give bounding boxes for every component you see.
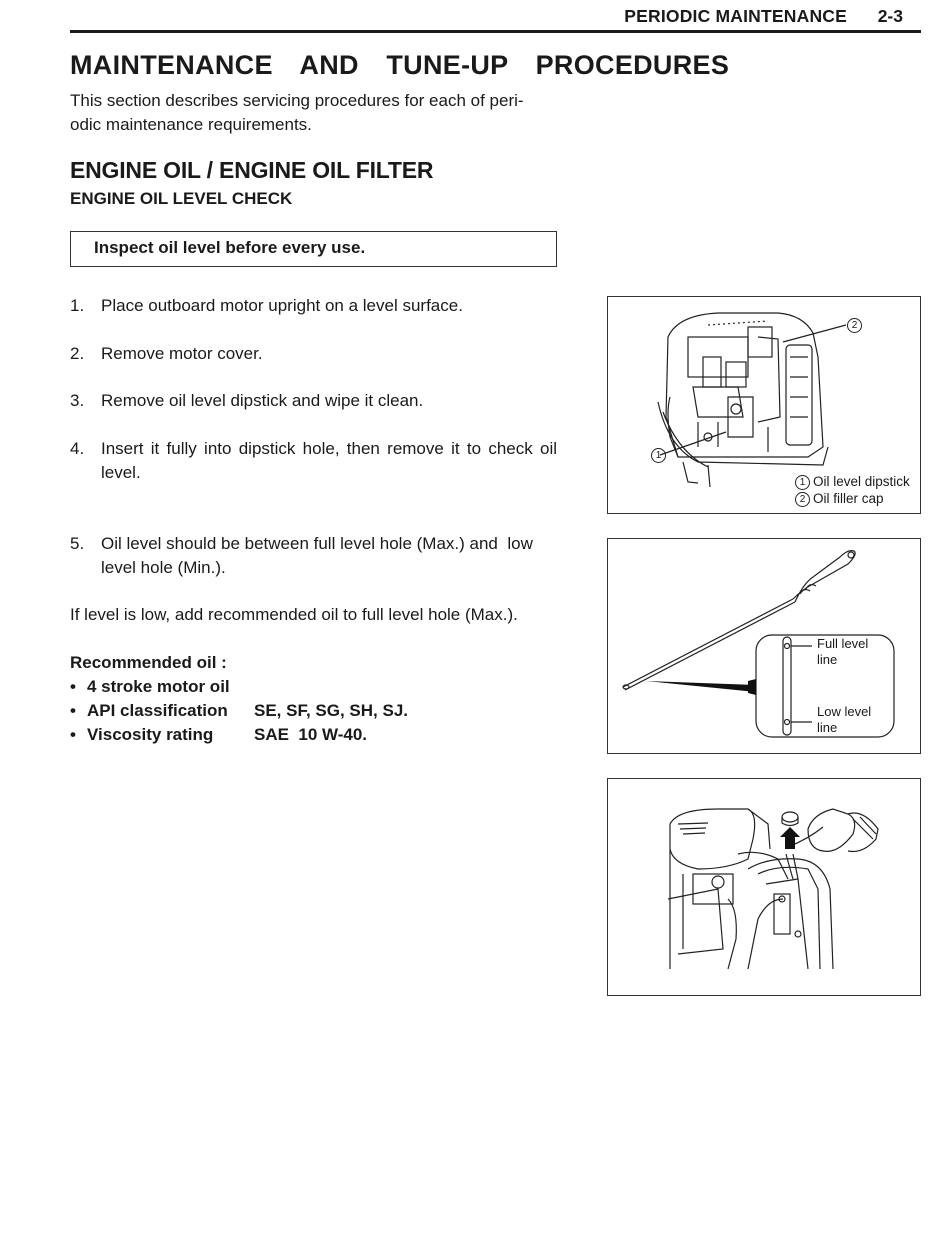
section-title: PERIODIC MAINTENANCE: [624, 6, 847, 26]
low-level-note: If level is low, add recommended oil to full level hole (Max.).: [70, 605, 518, 624]
legend-number: 1: [795, 475, 810, 490]
legend-text: Oil level dipstick: [813, 474, 910, 489]
step-text: Remove oil level dipstick and wipe it clean.: [101, 391, 424, 410]
full-level-label: Full level line: [817, 636, 869, 667]
low-level-label: Low level line: [817, 704, 872, 735]
legend-number: 2: [795, 492, 810, 507]
recommended-item-label: API classification: [87, 701, 228, 720]
notice-text: Inspect oil level before every use.: [94, 238, 366, 257]
step-text: Oil level should be between full level hole (Max.) and low level hole (Min.).: [101, 534, 538, 577]
recommended-item-label: 4 stroke motor oil: [87, 677, 230, 696]
intro-line-2: odic maintenance requirements.: [70, 115, 312, 134]
figure-outboard-motor: [607, 296, 921, 514]
intro-paragraph: [70, 89, 560, 137]
page-number: 2-3: [877, 6, 903, 26]
recommended-item-label: Viscosity rating: [87, 725, 214, 744]
step-number: 1.: [70, 296, 85, 315]
bullet-icon: •: [70, 701, 76, 720]
figure-filling-oil: [607, 778, 921, 996]
legend-item-2: [795, 490, 910, 507]
recommended-item-value: SAE 10 W-40.: [254, 725, 368, 744]
recommended-item-value: SE, SF, SG, SH, SJ.: [254, 701, 408, 720]
figure-dipstick: [607, 538, 921, 754]
step-number: 2.: [70, 344, 85, 363]
step-text: Place outboard motor upright on a level surface.: [101, 296, 463, 315]
step-number: 5.: [70, 534, 85, 553]
callout-number: 1: [651, 448, 666, 463]
oil-filling-illustration: [608, 779, 920, 995]
running-header: [70, 0, 921, 33]
subsection-heading: ENGINE OIL LEVEL CHECK: [70, 189, 293, 208]
callout-1: [651, 446, 669, 463]
bullet-icon: •: [70, 725, 76, 744]
intro-line-1: This section describes servicing procedures for each of peri-: [70, 91, 524, 110]
callout-2: [847, 316, 865, 333]
callout-number: 2: [847, 318, 862, 333]
section-heading: ENGINE OIL / ENGINE OIL FILTER: [70, 157, 434, 183]
step-text: Remove motor cover.: [101, 344, 263, 363]
recommended-oil-label: Recommended oil :: [70, 653, 227, 672]
step-number: 4.: [70, 439, 85, 458]
step-text: Insert it fully into dipstick hole, then remove it to check oil level.: [101, 439, 557, 482]
bullet-icon: •: [70, 677, 76, 696]
figure-legend: [795, 473, 910, 507]
legend-item-1: [795, 473, 910, 490]
page-title: MAINTENANCE AND TUNE-UP PROCEDURES: [70, 50, 730, 80]
step-number: 3.: [70, 391, 85, 410]
legend-text: Oil filler cap: [813, 491, 884, 506]
notice-box: [70, 231, 557, 267]
